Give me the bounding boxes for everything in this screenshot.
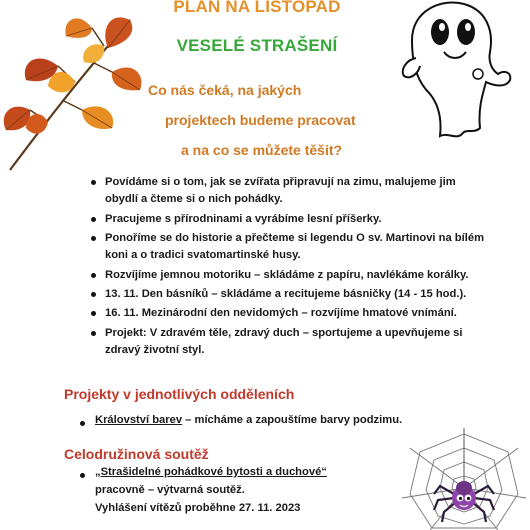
intro-line: Co nás čeká, na jakých (148, 82, 302, 98)
list-item: Projekt: V zdravém těle, zdravý duch – sportujeme a upevňujeme si zdravý životní styl. (90, 325, 485, 359)
autumn-leaves-icon (0, 0, 150, 175)
list-item: Rozvíjíme jemnou motoriku – skládáme z papíru, navlékáme korálky. (90, 267, 485, 284)
intro-line: a na co se můžete těšit? (181, 142, 343, 158)
contest-heading: Celodružinová soutěž (64, 446, 209, 462)
contest-line: pracovně – výtvarná soutěž. (95, 484, 245, 496)
bullet-dot (80, 421, 85, 426)
intro-line: projektech budeme pracovat (165, 112, 356, 128)
bullet-dot (80, 473, 85, 478)
list-item: Pracujeme s přírodninami a vyrábíme lesní příšerky. (90, 211, 485, 228)
projects-item-text: – mícháme a zapouštíme barvy podzimu. (182, 414, 403, 426)
list-item: Ponoříme se do historie a přečteme si legendu O sv. Martinovi na bílém koni a o tradici svatomartinské husy. (90, 230, 485, 264)
page-title: PLAN NA LISTOPAD (173, 0, 341, 16)
contest-name: „Strašidelné pohádkové bytosti a duchové“ (95, 466, 327, 478)
list-item: 13. 11. Den básníků – skládáme a recitujeme básničky (14 - 15 hod.). (90, 286, 485, 303)
projects-heading: Projekty v jednotlivých odděleních (64, 386, 295, 402)
contest-date: Vyhlášení vítězů proběhne 27. 11. 2023 (95, 502, 301, 514)
activity-list (90, 174, 485, 361)
projects-item-name: Království barev (95, 414, 183, 426)
list-item: Povídáme si o tom, jak se zvířata připravují na zimu, malujeme jim obydlí a čteme si o nich pohádky. (90, 174, 485, 208)
list-item: 16. 11. Mezinárodní den nevidomých – rozvíjíme hmatové vnímání. (90, 305, 485, 322)
page-subtitle: VESELÉ STRAŠENÍ (176, 36, 338, 55)
spider-web-icon (400, 428, 528, 530)
ghost-icon (382, 0, 530, 145)
projects-item (95, 414, 402, 426)
